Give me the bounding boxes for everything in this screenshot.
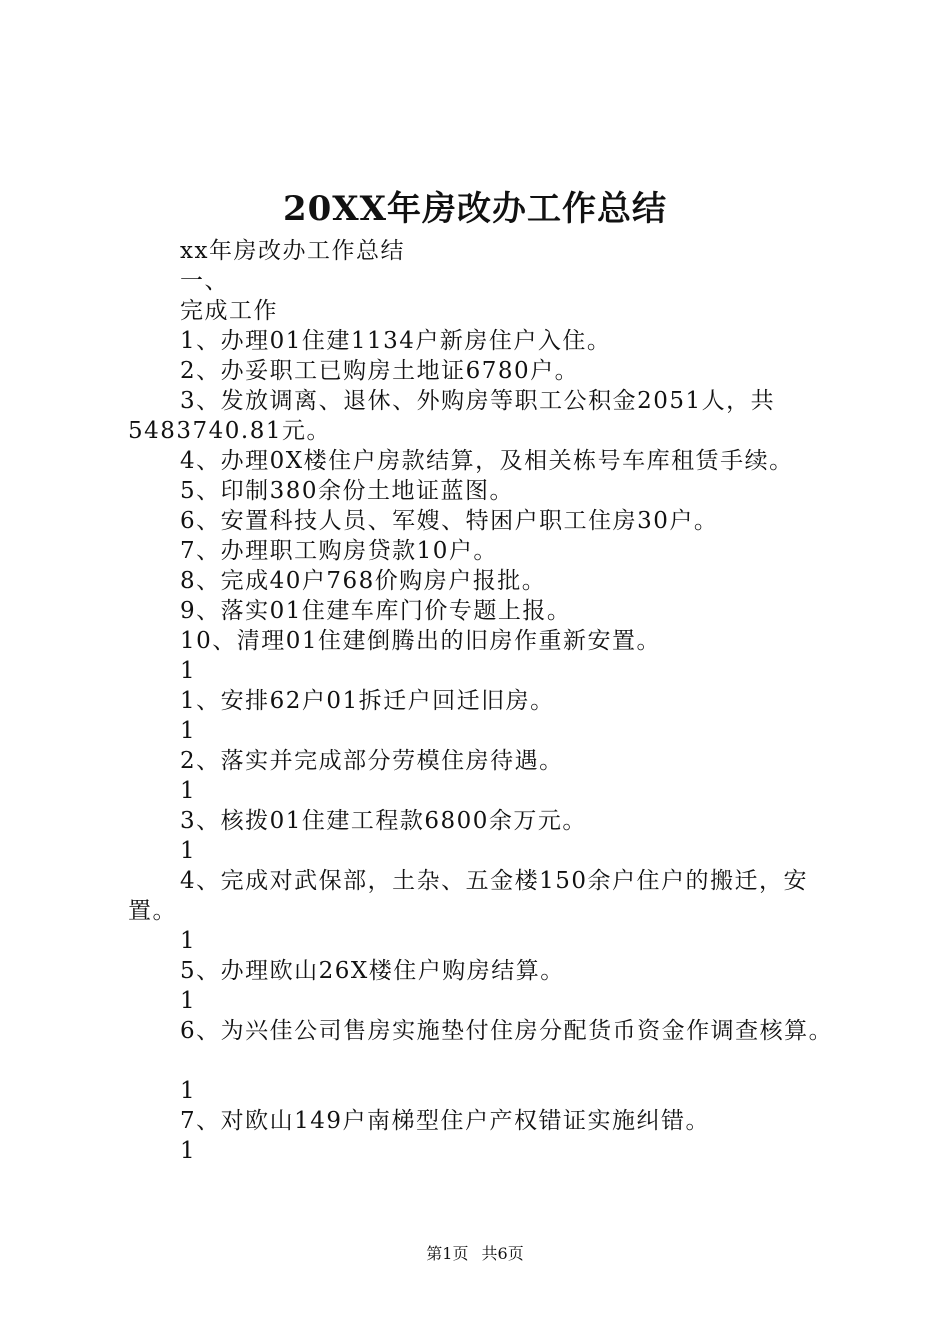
paragraph: 1 (180, 658, 197, 684)
paragraph: 4、办理0X楼住户房款结算，及相关栋号车库租赁手续。 (180, 448, 794, 474)
paragraph: 1 (180, 778, 197, 804)
paragraph: 完成工作 (180, 298, 278, 324)
paragraph: 1 (180, 1138, 197, 1164)
paragraph: 9、落实01住建车库门价专题上报。 (180, 598, 572, 624)
paragraph: 5、印制380余份土地证蓝图。 (180, 478, 515, 504)
paragraph: 2、落实并完成部分劳模住房待遇。 (180, 748, 564, 774)
paragraph: 7、办理职工购房贷款10户。 (180, 538, 498, 564)
paragraph: 3、发放调离、退休、外购房等职工公积金2051人，共5483740.81元。 (128, 388, 776, 444)
document-body (128, 236, 843, 1166)
paragraph: 10、清理01住建倒腾出的旧房作重新安置。 (180, 628, 662, 654)
paragraph: 1 (180, 928, 197, 954)
paragraph: 1 (180, 718, 197, 744)
page-title: 20XX年房改办工作总结 (282, 189, 668, 229)
paragraph: 6、安置科技人员、军嫂、特困户职工住房30户。 (180, 508, 719, 534)
paragraph: 1 (180, 988, 197, 1014)
paragraph: 4、完成对武保部，土杂、五金楼150余户住户的搬迁，安置。 (128, 868, 809, 924)
paragraph: 8、完成40户768价购房户报批。 (180, 568, 547, 594)
paragraph: 1、办理01住建1134户新房住户入住。 (180, 328, 612, 354)
paragraph: 5、办理欧山26X楼住户购房结算。 (180, 958, 565, 984)
page-number-total: 共6页 (481, 1244, 524, 1263)
paragraph: 一、 (180, 268, 229, 294)
paragraph: xx年房改办工作总结 (180, 238, 405, 264)
paragraph: 3、核拨01住建工程款6800余万元。 (180, 808, 587, 834)
paragraph: 2、办妥职工已购房土地证6780户。 (180, 358, 580, 384)
page-number-current: 第1页 (426, 1244, 469, 1263)
paragraph: 1 (180, 838, 197, 864)
paragraph: 7、对欧山149户南梯型住户产权错证实施纠错。 (180, 1108, 711, 1134)
paragraph: 6、为兴佳公司售房实施垫付住房分配货币资金作调查核算。 (180, 1018, 834, 1044)
paragraph: 1 (180, 1078, 197, 1104)
blank-line (128, 1046, 843, 1076)
paragraph: 1、安排62户01拆迁户回迁旧房。 (180, 688, 555, 714)
page-footer (0, 1242, 950, 1266)
